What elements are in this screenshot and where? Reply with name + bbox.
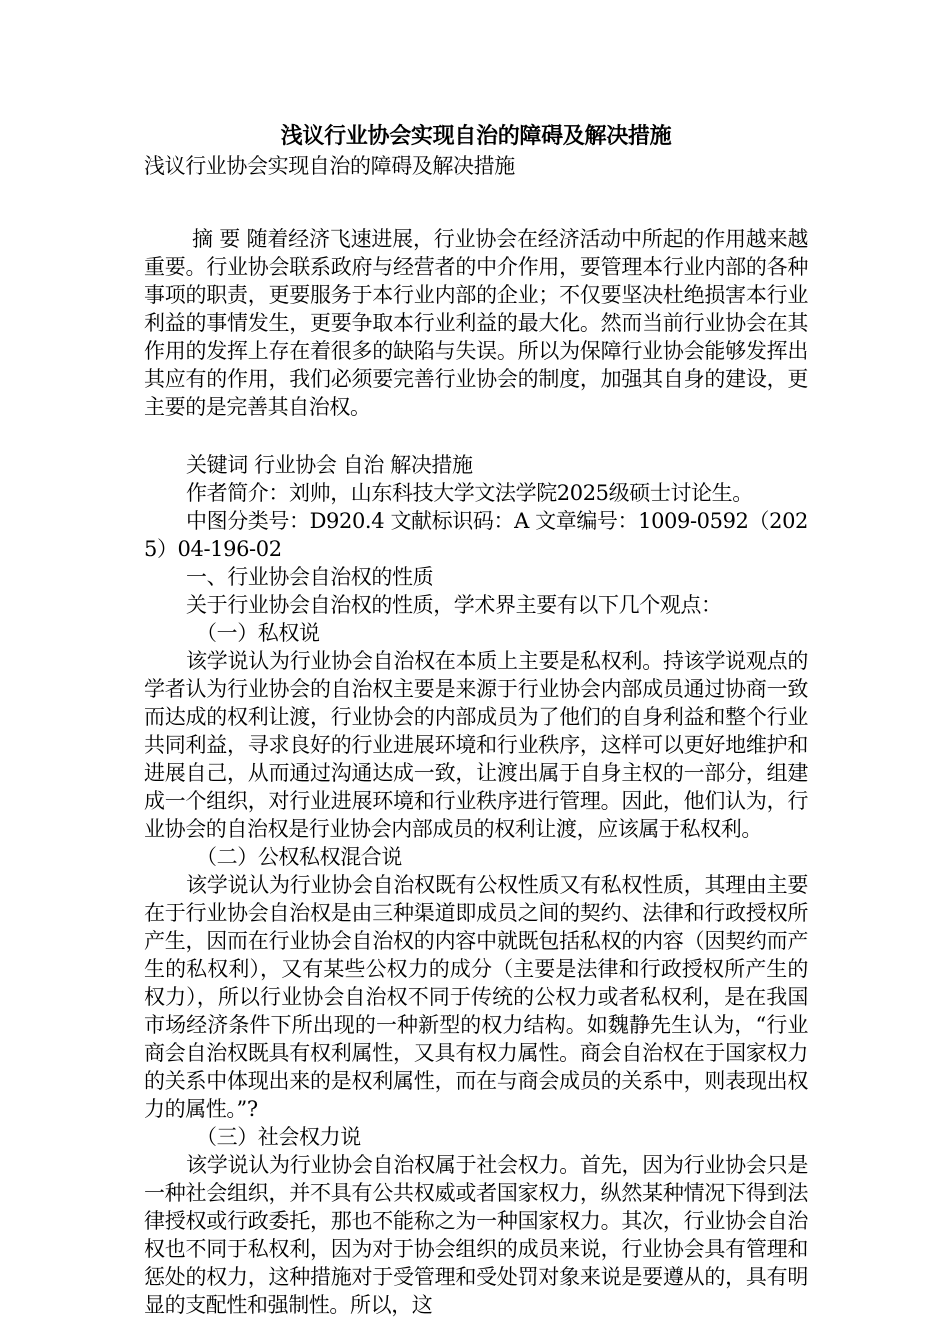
subsection-paragraph-2: 该学说认为行业协会自治权既有公权性质又有私权性质，其理由主要在于行业协会自治权是由三种渠道即成员之间的契约、法律和行政授权所产生，因而在行业协会自治权的内容中就既包括私权的内容（因契约而产生的私权利），又有某些公权力的成分（主要是法律和行政授权所产生的权力），所以行业协会自治权不同于传统的公权力或者私权利，是在我国市场经济条件下所出现的一种新型的权力结构。如魏静先生认为，“行业商会自治权既具有权利属性，又具有权力属性。商会自治权在于国家权力的关系中体现出来的是权利属性，而在与商会成员的关系中，则表现出权力的属性。”? bbox=[144, 873, 808, 1121]
subsection-paragraph-3: 该学说认为行业协会自治权属于社会权力。首先，因为行业协会只是一种社会组织，并不具有公共权威或者国家权力，纵然某种情况下得到法律授权或行政委托，那也不能称之为一种国家权力。其次，行业协会自治权也不同于私权利，因为对于协会组织的成员来说，行业协会具有管理和惩处的权力，这种措施对于受管理和受处罚对象来说是要遵从的，具有明显的支配性和强制性。所以，这 bbox=[144, 1153, 808, 1317]
keywords-line: 关键词 行业协会 自治 解决措施 bbox=[186, 453, 473, 477]
subsection-heading-2: （二）公权私权混合说 bbox=[196, 845, 402, 869]
document-title: 浅议行业协会实现自治的障碍及解决措施 bbox=[280, 124, 672, 149]
author-line: 作者简介：刘帅，山东科技大学文法学院2025级硕士讨论生。 bbox=[186, 481, 753, 505]
abstract-paragraph: 摘 要 随着经济飞速进展，行业协会在经济活动中所起的作用越来越重要。行业协会联系政府与经营者的中介作用，要管理本行业内部的各种事项的职责，更要服务于本行业内部的企业；不仅要坚决杜绝损害本行业利益的事情发生，更要争取本行业利益的最大化。然而当前行业协会在其作用的发挥上存在着很多的缺陷与失误。所以为保障行业协会能够发挥出其应有的作用，我们必须要完善行业协会的制度，加强其自身的建设，更主要的是完善其自治权。 bbox=[144, 227, 808, 419]
document-subtitle: 浅议行业协会实现自治的障碍及解决措施 bbox=[144, 154, 515, 178]
document-body bbox=[144, 122, 808, 1319]
subsection-paragraph-1: 该学说认为行业协会自治权在本质上主要是私权利。持该学说观点的学者认为行业协会的自治权主要是来源于行业协会内部成员通过协商一致而达成的权利让渡，行业协会的内部成员为了他们的自身利益和整个行业共同利益，寻求良好的行业进展环境和行业秩序，这样可以更好地维护和进展自己，从而通过沟通达成一致，让渡出属于自身主权的一部分，组建成一个组织，对行业进展环境和行业秩序进行管理。因此，他们认为，行业协会的自治权是行业协会内部成员的权利让渡，应该属于私权利。 bbox=[144, 649, 808, 841]
section-heading-1: 一、行业协会自治权的性质 bbox=[186, 565, 434, 589]
subsection-heading-1: （一）私权说 bbox=[196, 621, 320, 645]
subsection-heading-3: （三）社会权力说 bbox=[196, 1125, 361, 1149]
classification-line: 中图分类号：D920.4 文献标识码：A 文章编号：1009-0592（2025）04-196-02 bbox=[144, 509, 808, 561]
section-intro-1: 关于行业协会自治权的性质，学术界主要有以下几个观点： bbox=[186, 593, 722, 617]
